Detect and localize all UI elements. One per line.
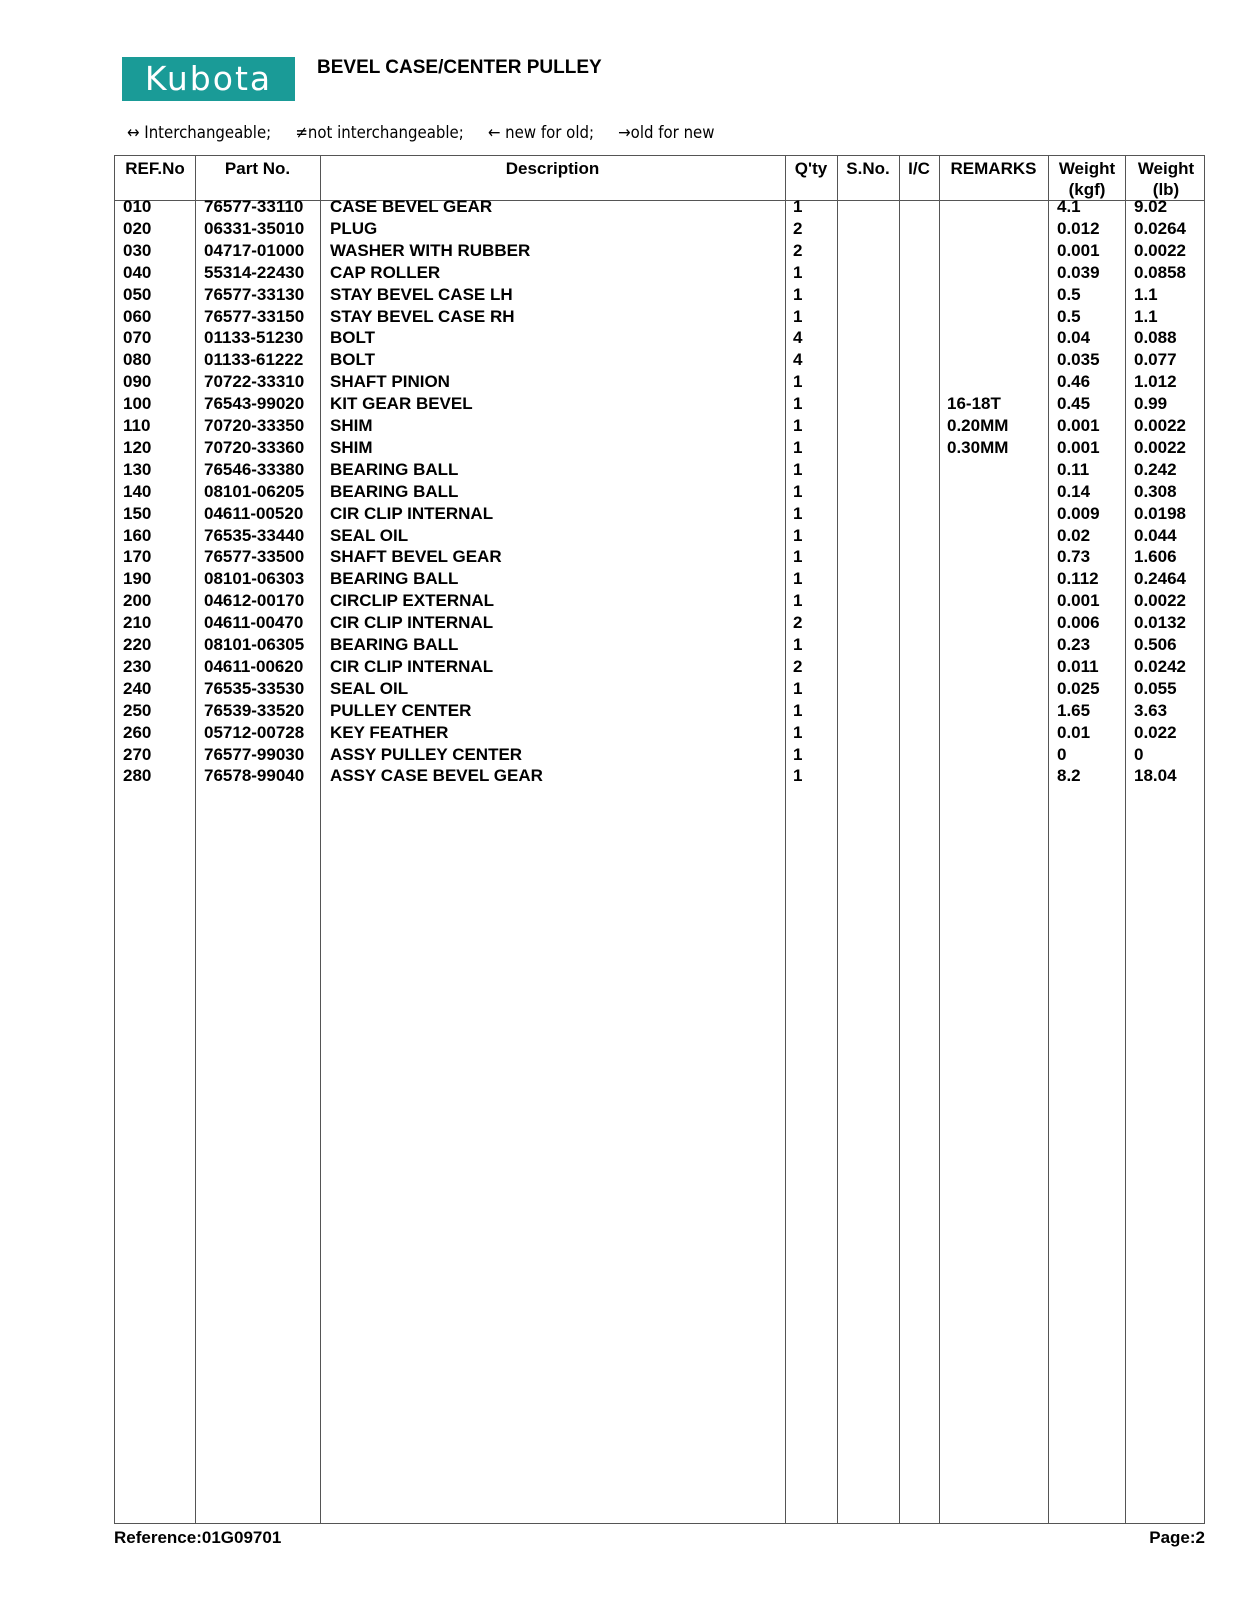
qty-cell: 1 <box>793 372 803 392</box>
part-no-cell: 04611-00470 <box>204 613 304 633</box>
weight-lb-cell: 18.04 <box>1134 766 1177 786</box>
part-no-cell: 01133-51230 <box>204 328 304 348</box>
qty-cell: 1 <box>793 459 803 479</box>
part-no-cell: 55314-22430 <box>204 262 305 282</box>
table-row <box>115 284 1204 306</box>
weight-kgf-cell: 0.001 <box>1057 437 1100 457</box>
description-cell: SHAFT BEVEL GEAR <box>330 547 502 567</box>
header-serial-no: S.No. <box>846 159 890 178</box>
weight-kgf-cell: 0.039 <box>1057 262 1100 282</box>
ref-no-cell: 060 <box>123 306 152 326</box>
qty-cell: 1 <box>793 569 803 589</box>
qty-cell: 2 <box>793 613 803 633</box>
part-no-cell: 76577-33130 <box>204 284 305 304</box>
part-no-cell: 76546-33380 <box>204 459 305 479</box>
table-row <box>115 218 1204 240</box>
ref-no-cell: 020 <box>123 218 152 238</box>
description-cell: STAY BEVEL CASE LH <box>330 284 513 304</box>
table-row <box>115 634 1204 656</box>
qty-cell: 1 <box>793 437 803 457</box>
weight-lb-cell: 0.055 <box>1134 678 1177 698</box>
ref-no-cell: 260 <box>123 722 152 742</box>
table-row <box>115 656 1204 678</box>
part-no-cell: 04612-00170 <box>204 591 305 611</box>
weight-kgf-cell: 4.1 <box>1057 197 1081 216</box>
part-no-cell: 70720-33360 <box>204 437 305 457</box>
weight-kgf-cell: 1.65 <box>1057 700 1091 720</box>
part-no-cell: 04717-01000 <box>204 240 305 260</box>
table-row <box>115 371 1204 393</box>
description-cell: KEY FEATHER <box>330 722 449 742</box>
ref-no-cell: 200 <box>123 591 152 611</box>
description-cell: ASSY PULLEY CENTER <box>330 744 523 764</box>
weight-kgf-cell: 0.011 <box>1057 656 1099 676</box>
qty-cell: 2 <box>793 656 803 676</box>
table-row <box>115 568 1204 590</box>
parts-table <box>114 155 1205 1524</box>
table-row <box>115 437 1204 459</box>
part-no-cell: 08101-06205 <box>204 481 305 501</box>
part-no-cell: 70722-33310 <box>204 372 305 392</box>
table-row <box>115 240 1204 262</box>
header-weight-kgf: Weight (kgf) <box>1058 159 1116 199</box>
table-row <box>115 612 1204 634</box>
part-no-cell: 76535-33440 <box>204 525 305 545</box>
ref-no-cell: 050 <box>123 284 152 304</box>
page-number: Page:2 <box>1149 1528 1205 1547</box>
description-cell: CASE BEVEL GEAR <box>330 197 493 216</box>
part-no-cell: 76577-33110 <box>204 197 304 216</box>
part-no-cell: 01133-61222 <box>204 350 304 370</box>
qty-cell: 1 <box>793 744 803 764</box>
part-no-cell: 70720-33350 <box>204 416 305 435</box>
part-no-cell: 76543-99020 <box>204 394 305 414</box>
qty-cell: 1 <box>793 481 803 501</box>
qty-cell: 2 <box>793 218 803 238</box>
ref-no-cell: 250 <box>123 700 152 720</box>
table-row <box>115 525 1204 547</box>
weight-lb-cell: 3.63 <box>1134 700 1168 720</box>
description-cell: BEARING BALL <box>330 569 459 589</box>
table-row <box>115 481 1204 503</box>
weight-lb-cell: 0.0022 <box>1134 437 1186 457</box>
description-cell: CIRCLIP EXTERNAL <box>330 591 495 611</box>
description-cell: CIR CLIP INTERNAL <box>330 503 494 523</box>
part-no-cell: 08101-06303 <box>204 569 305 589</box>
legend-interchangeable: ↔ Interchangeable; <box>127 123 272 143</box>
qty-cell: 1 <box>793 416 803 435</box>
table-row <box>115 546 1204 568</box>
qty-cell: 1 <box>793 678 803 698</box>
weight-kgf-cell: 0.012 <box>1057 218 1100 238</box>
ref-no-cell: 100 <box>123 394 152 414</box>
ref-no-cell: 220 <box>123 635 152 654</box>
description-cell: BEARING BALL <box>330 635 459 654</box>
part-no-cell: 06331-35010 <box>204 218 305 238</box>
part-no-cell: 76577-99030 <box>204 744 305 764</box>
description-cell: BEARING BALL <box>330 481 459 501</box>
qty-cell: 4 <box>793 350 803 370</box>
ref-no-cell: 270 <box>123 744 152 764</box>
description-cell: CIR CLIP INTERNAL <box>330 656 494 676</box>
legend-old-for-new: →old for new <box>618 123 715 143</box>
weight-kgf-cell: 0.025 <box>1057 678 1100 698</box>
weight-lb-cell: 0.2464 <box>1134 569 1186 589</box>
qty-cell: 1 <box>793 306 803 326</box>
table-row <box>115 678 1204 700</box>
table-row <box>115 262 1204 284</box>
description-cell: ASSY CASE BEVEL GEAR <box>330 766 543 786</box>
qty-cell: 1 <box>793 722 803 742</box>
table-row <box>115 590 1204 612</box>
ref-no-cell: 120 <box>123 437 152 457</box>
page-title: BEVEL CASE/CENTER PULLEY <box>317 57 602 78</box>
table-row <box>115 393 1204 415</box>
ref-no-cell: 240 <box>123 678 152 698</box>
weight-kgf-cell: 0 <box>1057 744 1067 764</box>
header-weight-lb: Weight (lb) <box>1137 159 1195 199</box>
weight-lb-cell: 0.044 <box>1134 525 1177 545</box>
header-description: Description <box>505 159 600 178</box>
part-no-cell: 76535-33530 <box>204 678 305 698</box>
weight-kgf-cell: 0.001 <box>1057 591 1100 611</box>
kubota-logo: Kubota <box>122 57 295 101</box>
weight-lb-cell: 0.0022 <box>1134 416 1186 435</box>
weight-kgf-cell: 0.14 <box>1057 481 1091 501</box>
header-qty: Q'ty <box>794 159 828 178</box>
weight-lb-cell: 0.0858 <box>1134 262 1186 282</box>
qty-cell: 1 <box>793 525 803 545</box>
table-row <box>115 327 1204 349</box>
description-cell: CAP ROLLER <box>330 262 441 282</box>
weight-kgf-cell: 0.23 <box>1057 635 1091 654</box>
description-cell: CIR CLIP INTERNAL <box>330 613 494 633</box>
ref-no-cell: 110 <box>123 416 151 435</box>
weight-lb-cell: 0 <box>1134 744 1144 764</box>
ref-no-cell: 080 <box>123 350 152 370</box>
weight-kgf-cell: 0.009 <box>1057 503 1100 523</box>
ref-no-cell: 070 <box>123 328 152 348</box>
description-cell: STAY BEVEL CASE RH <box>330 306 515 326</box>
weight-lb-cell: 0.022 <box>1134 722 1177 742</box>
description-cell: SHIM <box>330 437 373 457</box>
weight-kgf-cell: 0.001 <box>1057 240 1100 260</box>
description-cell: PULLEY CENTER <box>330 700 472 720</box>
qty-cell: 1 <box>793 503 803 523</box>
ref-no-cell: 170 <box>123 547 152 567</box>
description-cell: SHIM <box>330 416 373 435</box>
qty-cell: 1 <box>793 766 803 786</box>
ref-no-cell: 280 <box>123 766 152 786</box>
part-no-cell: 08101-06305 <box>204 635 305 654</box>
weight-lb-cell: 1.606 <box>1134 547 1177 567</box>
table-row <box>115 459 1204 481</box>
ref-no-cell: 010 <box>123 197 152 216</box>
weight-lb-cell: 1.1 <box>1134 306 1158 326</box>
table-row <box>115 306 1204 328</box>
ref-no-cell: 030 <box>123 240 152 260</box>
ref-no-cell: 090 <box>123 372 152 392</box>
remarks-cell: 0.30MM <box>947 437 1009 457</box>
legend-new-for-old: ← new for old; <box>487 123 595 143</box>
remarks-cell: 0.20MM <box>947 416 1009 435</box>
ref-no-cell: 130 <box>123 459 152 479</box>
weight-kgf-cell: 0.001 <box>1057 416 1100 435</box>
description-cell: WASHER WITH RUBBER <box>330 240 531 260</box>
weight-kgf-cell: 8.2 <box>1057 766 1081 786</box>
header-remarks: REMARKS <box>950 159 1037 178</box>
table-row <box>115 765 1204 787</box>
weight-kgf-cell: 0.46 <box>1057 372 1091 392</box>
qty-cell: 1 <box>793 394 803 414</box>
weight-lb-cell: 0.077 <box>1134 350 1177 370</box>
description-cell: SEAL OIL <box>330 525 409 545</box>
ref-no-cell: 190 <box>123 569 152 589</box>
weight-lb-cell: 1.012 <box>1134 372 1177 392</box>
reference-number: Reference:01G09701 <box>114 1528 282 1547</box>
table-row <box>115 415 1204 437</box>
weight-lb-cell: 0.99 <box>1134 394 1168 414</box>
weight-lb-cell: 0.0132 <box>1134 613 1186 633</box>
weight-lb-cell: 1.1 <box>1134 284 1158 304</box>
weight-kgf-cell: 0.035 <box>1057 350 1100 370</box>
weight-lb-cell: 0.0022 <box>1134 240 1186 260</box>
part-no-cell: 76578-99040 <box>204 766 305 786</box>
part-no-cell: 04611-00520 <box>204 503 304 523</box>
qty-cell: 1 <box>793 635 803 654</box>
part-no-cell: 04611-00620 <box>204 656 304 676</box>
ref-no-cell: 160 <box>123 525 152 545</box>
description-cell: KIT GEAR BEVEL <box>330 394 473 414</box>
remarks-cell: 16-18T <box>947 394 1001 414</box>
weight-kgf-cell: 0.45 <box>1057 394 1091 414</box>
ref-no-cell: 040 <box>123 262 152 282</box>
table-row <box>115 700 1204 722</box>
description-cell: SEAL OIL <box>330 678 409 698</box>
header-ref-no: REF.No <box>125 159 185 178</box>
weight-lb-cell: 0.0198 <box>1134 503 1186 523</box>
weight-lb-cell: 0.242 <box>1134 459 1177 479</box>
weight-kgf-cell: 0.006 <box>1057 613 1100 633</box>
weight-lb-cell: 0.0264 <box>1134 218 1186 238</box>
ref-no-cell: 230 <box>123 656 152 676</box>
weight-kgf-cell: 0.5 <box>1057 306 1081 326</box>
part-no-cell: 76577-33500 <box>204 547 305 567</box>
weight-kgf-cell: 0.01 <box>1057 722 1091 742</box>
table-row <box>115 349 1204 371</box>
qty-cell: 1 <box>793 197 803 216</box>
description-cell: BOLT <box>330 350 376 370</box>
ref-no-cell: 140 <box>123 481 152 501</box>
description-cell: BEARING BALL <box>330 459 459 479</box>
qty-cell: 1 <box>793 547 803 567</box>
interchangeability-legend <box>127 123 734 143</box>
part-no-cell: 76577-33150 <box>204 306 305 326</box>
ref-no-cell: 150 <box>123 503 152 523</box>
qty-cell: 1 <box>793 284 803 304</box>
weight-lb-cell: 0.506 <box>1134 635 1177 654</box>
weight-lb-cell: 0.088 <box>1134 328 1177 348</box>
part-no-cell: 76539-33520 <box>204 700 305 720</box>
weight-lb-cell: 0.0022 <box>1134 591 1186 611</box>
weight-kgf-cell: 0.11 <box>1057 459 1090 479</box>
weight-kgf-cell: 0.5 <box>1057 284 1081 304</box>
qty-cell: 1 <box>793 262 803 282</box>
table-row <box>115 744 1204 766</box>
qty-cell: 2 <box>793 240 803 260</box>
weight-kgf-cell: 0.73 <box>1057 547 1091 567</box>
table-row <box>115 196 1204 218</box>
table-row <box>115 722 1204 744</box>
weight-lb-cell: 9.02 <box>1134 197 1168 216</box>
description-cell: BOLT <box>330 328 376 348</box>
weight-lb-cell: 0.0242 <box>1134 656 1186 676</box>
description-cell: SHAFT PINION <box>330 372 450 392</box>
weight-lb-cell: 0.308 <box>1134 481 1177 501</box>
weight-kgf-cell: 0.02 <box>1057 525 1091 545</box>
qty-cell: 1 <box>793 591 803 611</box>
weight-kgf-cell: 0.04 <box>1057 328 1091 348</box>
header-part-no: Part No. <box>224 159 291 178</box>
qty-cell: 4 <box>793 328 803 348</box>
table-row <box>115 503 1204 525</box>
weight-kgf-cell: 0.112 <box>1057 569 1099 589</box>
part-no-cell: 05712-00728 <box>204 722 305 742</box>
header-ic: I/C <box>908 159 930 178</box>
description-cell: PLUG <box>330 218 378 238</box>
ref-no-cell: 210 <box>123 613 152 633</box>
legend-not-interchangeable: ≠not interchangeable; <box>295 123 464 143</box>
qty-cell: 1 <box>793 700 803 720</box>
